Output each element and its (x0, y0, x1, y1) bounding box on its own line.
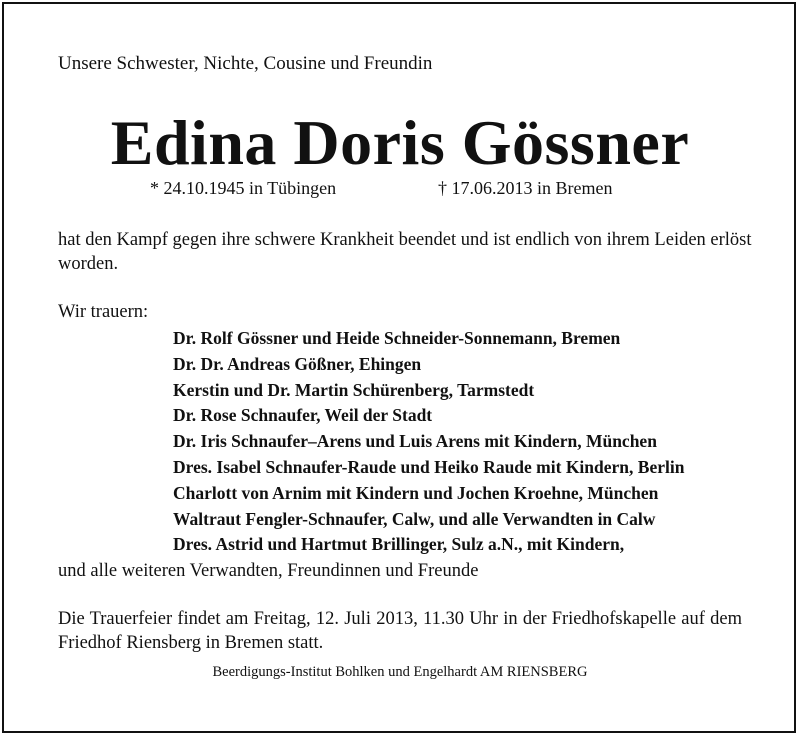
death-date: † 17.06.2013 in Bremen (438, 178, 613, 198)
deceased-name: Edina Doris Gössner (110, 107, 690, 178)
mourner-item: Dres. Astrid und Hartmut Brillinger, Sulz a.N., mit Kindern, (173, 534, 625, 555)
birth-date: * 24.10.1945 in Tübingen (150, 178, 337, 198)
mourner-item: Waltraut Fengler-Schnaufer, Calw, und alle Verwandten in Calw (173, 508, 656, 529)
mourner-item: Kerstin und Dr. Martin Schürenberg, Tarmstedt (173, 379, 535, 400)
other-mourners: und alle weiteren Verwandten, Freundinnen und Freunde (58, 561, 479, 581)
message-text: hat den Kampf gegen ihre schwere Krankheit beendet und ist endlich von ihrem Leiden erlöst worden. (58, 230, 752, 274)
intro-line: Unsere Schwester, Nichte, Cousine und Freundin (58, 53, 433, 74)
funeral-details: Die Trauerfeier findet am Freitag, 12. Juli 2013, 11.30 Uhr in der Friedhofskapelle auf dem Friedhof Riensberg in Bremen statt. (58, 609, 742, 653)
mourners-label: Wir trauern: (58, 302, 149, 322)
mourners-list (173, 326, 684, 558)
mourner-item: Dr. Rose Schnaufer, Weil der Stadt (173, 405, 433, 426)
undertaker-line: Beerdigungs-Institut Bohlken und Engelhardt AM RIENSBERG (212, 664, 588, 680)
mourner-item: Dr. Rolf Gössner und Heide Schneider-Sonnemann, Bremen (173, 328, 621, 348)
mourner-item: Charlott von Arnim mit Kindern und Jochen Kroehne, München (173, 482, 659, 503)
mourner-item: Dr. Dr. Andreas Gößner, Ehingen (173, 353, 422, 374)
mourner-item: Dr. Iris Schnaufer–Arens und Luis Arens mit Kindern, München (173, 431, 657, 452)
mourner-item: Dres. Isabel Schnaufer-Raude und Heiko Raude mit Kindern, Berlin (173, 456, 685, 477)
